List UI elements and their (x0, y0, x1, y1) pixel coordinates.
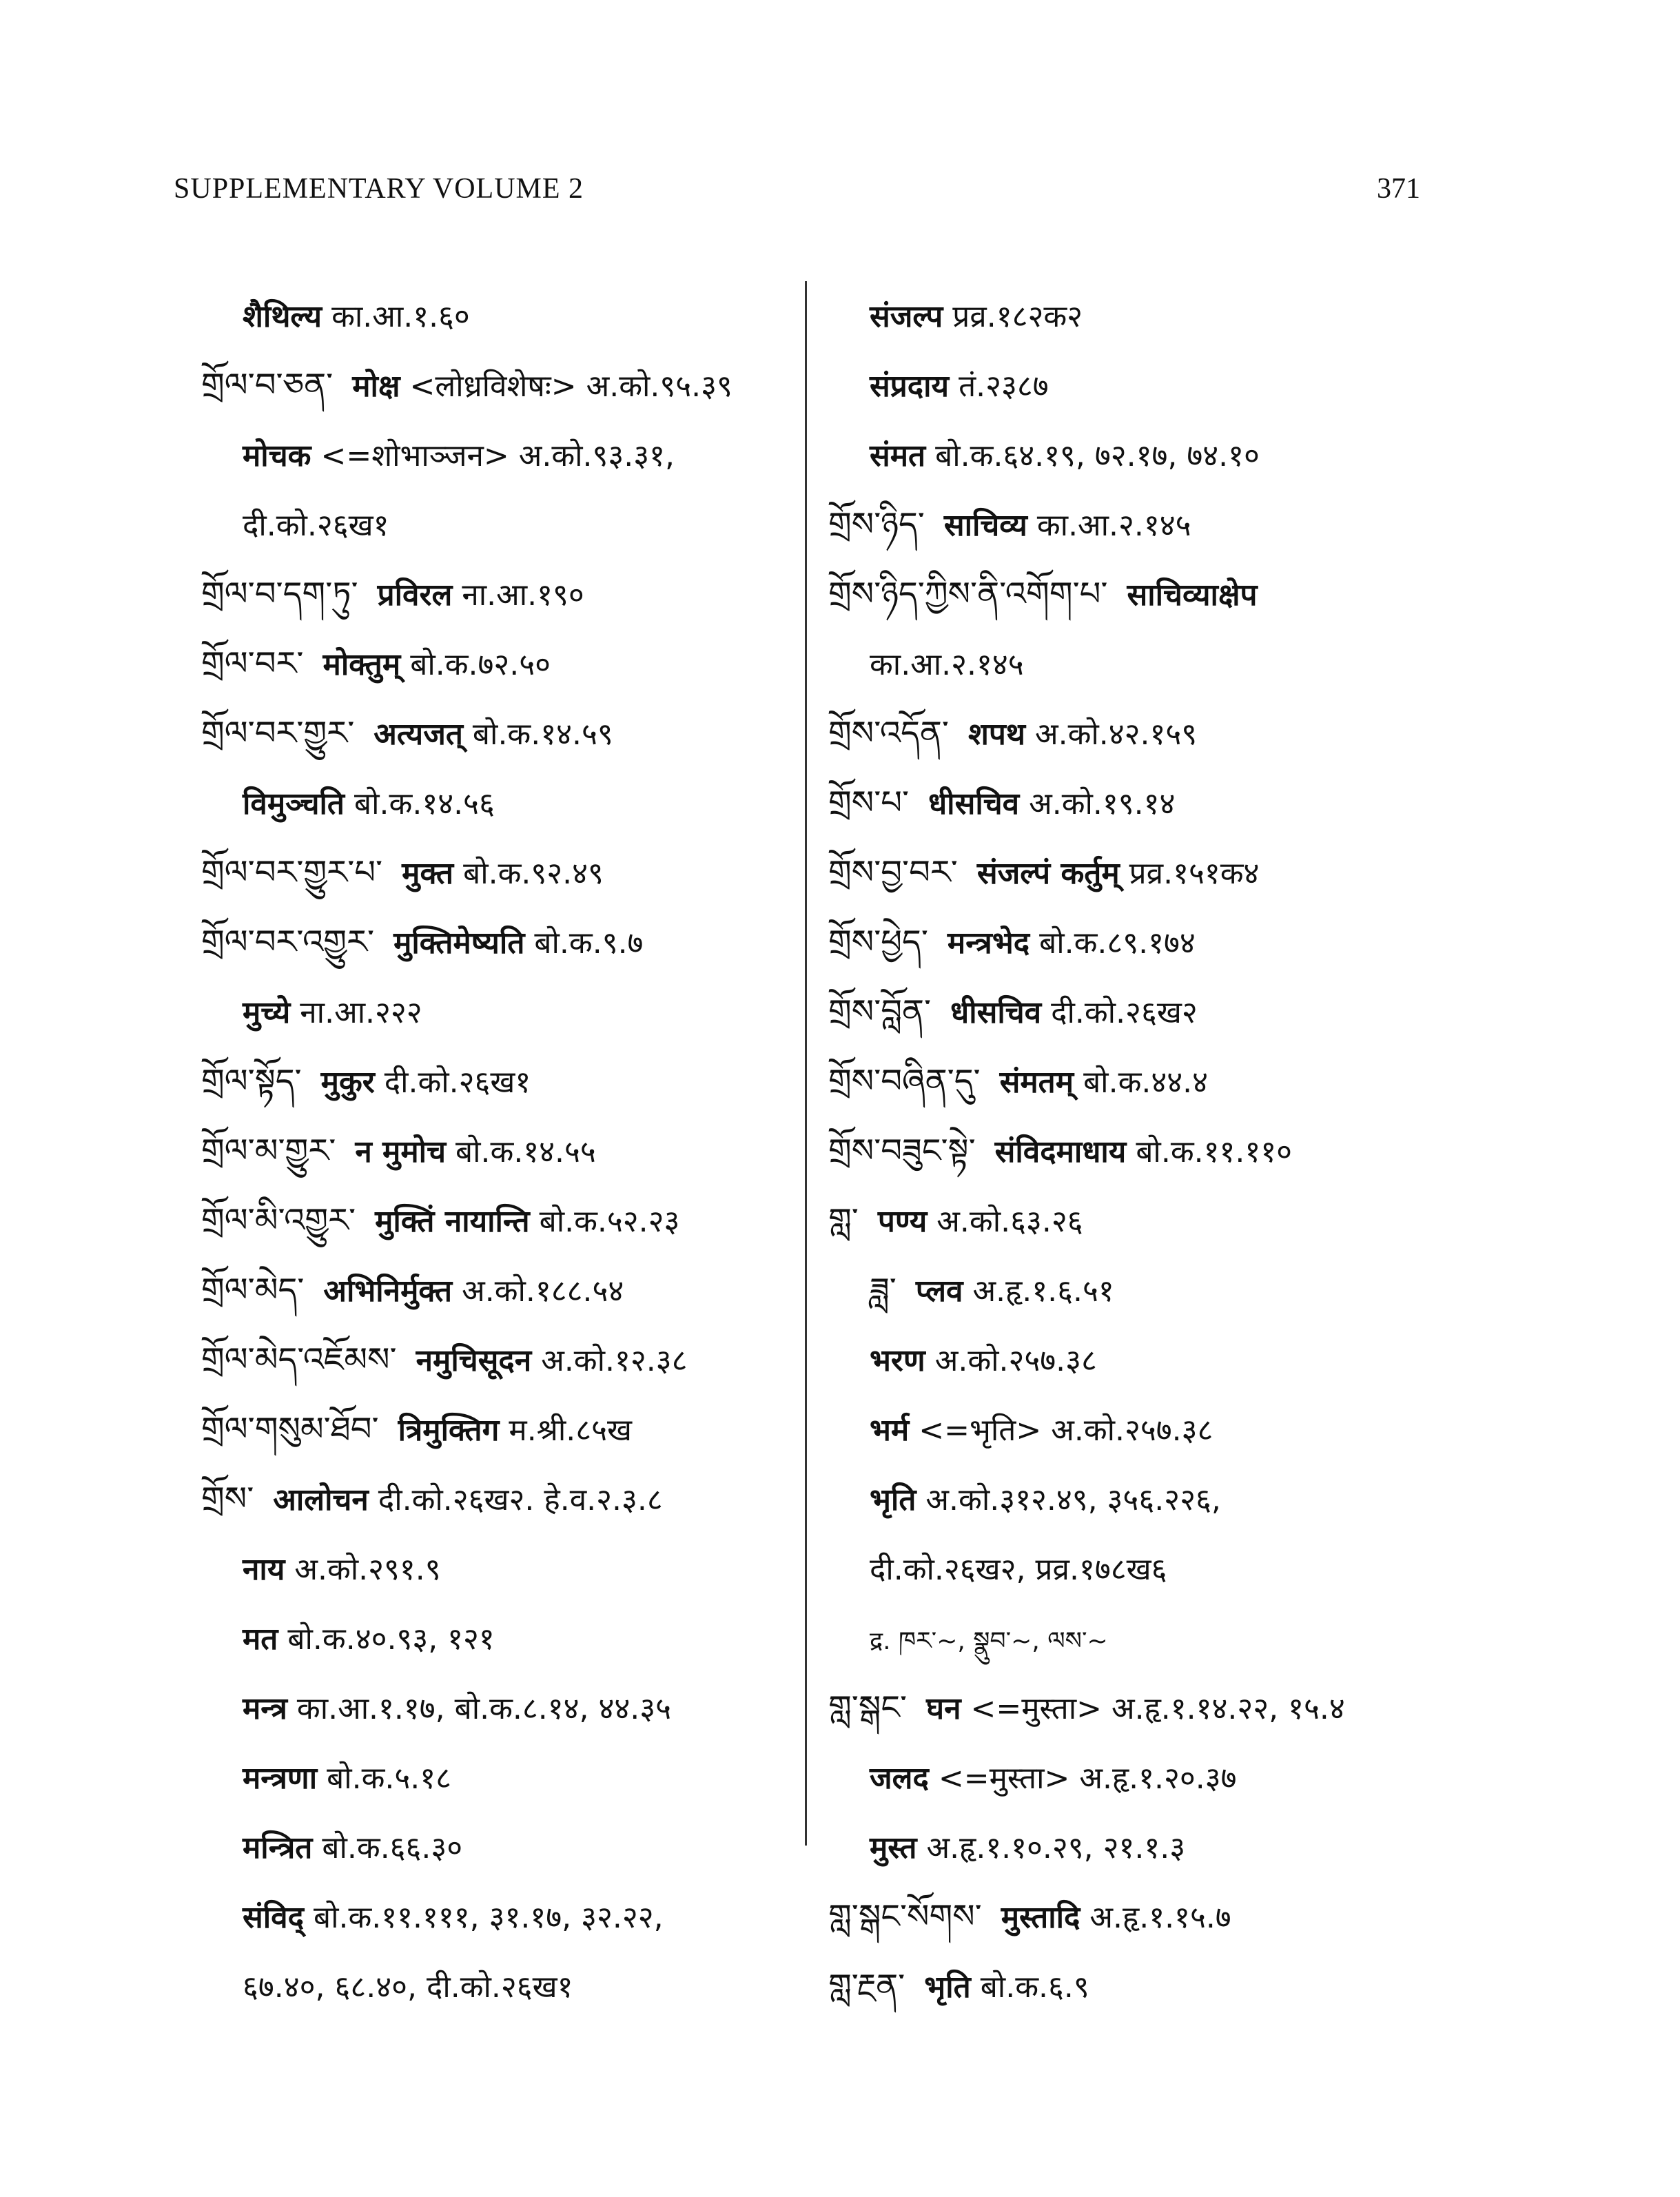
source-reference: अ.को.१८८.५४ (462, 1274, 624, 1309)
source-reference: बो.क.६.९ (980, 1970, 1089, 2005)
sanskrit-equivalent: मोक्तुम् (322, 647, 401, 682)
sanskrit-equivalent: संविदमाधाय (994, 1134, 1127, 1169)
sanskrit-equivalent: जलद (870, 1761, 929, 1796)
tibetan-headword: གྲོལ་གསུམ་ཐོབ་ (201, 1410, 379, 1449)
sanskrit-equivalent: मुस्त (870, 1830, 917, 1866)
sanskrit-equivalent: साचिव्य (943, 508, 1027, 543)
source-reference: बो.क.१४.५९ (472, 717, 613, 752)
tibetan-headword: གྲོས་ཕྱེད་ (828, 923, 928, 961)
sanskrit-equivalent: शैथिल्य (243, 299, 322, 334)
dictionary-entry-line (201, 1952, 794, 2021)
sanskrit-equivalent: प्रविरल (377, 578, 453, 613)
sanskrit-equivalent: भृति (924, 1970, 971, 2005)
source-reference: <=मुस्ता> अ.हृ.१.१४.२२, १५.४ (970, 1691, 1345, 1726)
source-reference: बो.क.९२.४९ (463, 856, 604, 891)
left-column (201, 281, 794, 2021)
dictionary-entry-line (828, 1047, 1517, 1116)
dictionary-entry-line (201, 1604, 794, 1673)
dictionary-entry-line (828, 1604, 1517, 1673)
dictionary-entry-line (201, 1673, 794, 1743)
source-reference: अ.को.४२.१५९ (1035, 717, 1198, 752)
source-reference: बो.क.६६.३० (322, 1830, 463, 1866)
source-reference: द्र. ཁར་~, སྣུབ་~, ལས་~ (870, 1627, 1108, 1655)
tibetan-headword: གྲོས་པ་ (828, 784, 910, 822)
tibetan-headword: གླ་སྒང་སོགས་ (828, 1897, 982, 1936)
dictionary-entry-line (201, 977, 794, 1047)
source-reference: बो.क.१४.५६ (354, 786, 495, 821)
source-reference: तं.२३८७ (959, 369, 1049, 404)
sanskrit-equivalent: शपथ (967, 717, 1025, 752)
tibetan-headword: གྲོལ་བར་གྱུར་ (201, 714, 355, 753)
tibetan-headword: གྲོལ་སྟོད་ (201, 1062, 302, 1101)
sanskrit-equivalent: त्रिमुक्तिग (398, 1413, 500, 1448)
source-reference: म.श्री.८५ख (509, 1413, 632, 1448)
source-reference: बो.क.६४.१९, ७२.१७, ७४.१० (935, 438, 1260, 473)
dictionary-entry-line (201, 420, 794, 490)
dictionary-entry-line (201, 699, 794, 768)
source-reference: <लोध्रविशेषः> अ.को.९५.३९ (409, 369, 733, 404)
source-reference: <=मुस्ता> अ.हृ.१.२०.३७ (938, 1761, 1237, 1796)
source-reference: ६७.४०, ६८.४०, दी.को.२६ख१ (243, 1970, 573, 2005)
source-reference: बो.क.७२.५० (410, 647, 551, 682)
sanskrit-equivalent: नाय (243, 1552, 285, 1587)
sanskrit-equivalent: मत (243, 1622, 278, 1657)
sanskrit-equivalent: पण्य (877, 1204, 928, 1239)
source-reference: ना.आ.२२२ (300, 995, 422, 1030)
sanskrit-equivalent: संविद् (243, 1900, 304, 1935)
tibetan-headword: གླ་སྒང་ (828, 1688, 908, 1727)
dictionary-entry-line (828, 1812, 1517, 1882)
sanskrit-equivalent: मुच्ये (243, 995, 291, 1030)
sanskrit-equivalent: भरण (870, 1343, 925, 1378)
tibetan-headword: གྲོས་བཞིན་དུ་ (828, 1062, 981, 1101)
tibetan-headword: གྲོལ་མ་གྱུར་ (201, 1132, 336, 1170)
sanskrit-equivalent: संमतम् (999, 1065, 1074, 1100)
source-reference: दी.को.२६ख२, प्रव्र.१७८ख६ (870, 1552, 1167, 1587)
tibetan-headword: གྲོལ་བར་ (201, 644, 304, 683)
source-reference: अ.को.१२.३८ (541, 1343, 688, 1378)
source-reference: अ.हृ.१.१०.२९, २१.१.३ (926, 1830, 1186, 1866)
sanskrit-equivalent: मुक्त (402, 856, 454, 891)
tibetan-headword: གྲོས་བློན་ (828, 992, 932, 1031)
dictionary-entry-line (201, 1186, 794, 1256)
dictionary-entry-line (828, 351, 1517, 420)
dictionary-entry-line (201, 1325, 794, 1395)
source-reference: दी.को.२६ख१ (384, 1065, 531, 1100)
source-reference: <=शोभाञ्जन> अ.को.९३.३१, (320, 438, 675, 473)
sanskrit-equivalent: विमुञ्चति (243, 786, 345, 821)
dictionary-entry-line (201, 838, 794, 908)
source-reference: का.आ.२.१४५ (1036, 508, 1191, 543)
source-reference: दी.को.२६ख२. हे.व.२.३.८ (378, 1482, 663, 1518)
tibetan-headword: གྲོལ་བ་དག་ཏུ་ (201, 575, 358, 613)
dictionary-entry-line (201, 281, 794, 351)
dictionary-entry-line (828, 560, 1517, 629)
sanskrit-equivalent: भर्म (870, 1413, 910, 1448)
source-reference: बो.क.४०.९३, १२१ (287, 1622, 495, 1657)
dictionary-entry-line (828, 1325, 1517, 1395)
source-reference: अ.को.१९.१४ (1029, 786, 1176, 821)
source-reference: बो.क.९.७ (534, 926, 644, 961)
tibetan-headword: གྲོལ་མེད་འཇོམས་ (201, 1340, 397, 1379)
dictionary-entry-line (828, 908, 1517, 977)
dictionary-entry-line (828, 420, 1517, 490)
dictionary-entry-line (828, 768, 1517, 838)
sanskrit-equivalent: संजल्प (870, 299, 943, 334)
tibetan-headword: གླ་ (828, 1201, 859, 1240)
tibetan-headword: གྲོལ་བར་འགྱུར་ (201, 923, 375, 961)
tibetan-headword: གྲོས་ (201, 1480, 254, 1518)
sanskrit-equivalent: धीसचिव (928, 786, 1020, 821)
dictionary-entry-line (201, 629, 794, 699)
dictionary-entry-line (828, 1952, 1517, 2021)
source-reference: का.आ.१.१७, बो.क.८.१४, ४४.३५ (296, 1691, 672, 1726)
running-header: SUPPLEMENTARY VOLUME 2 (174, 173, 584, 205)
dictionary-entry-line (201, 1047, 794, 1116)
dictionary-entry-line (828, 1186, 1517, 1256)
source-reference: अ.को.६३.२६ (936, 1204, 1083, 1239)
sanskrit-equivalent: प्लव (915, 1274, 963, 1309)
source-reference: अ.हृ.१.१५.७ (1089, 1900, 1231, 1935)
tibetan-headword: གྲོལ་བ་ཅན་ (201, 366, 334, 405)
dictionary-entry-line (201, 1743, 794, 1812)
source-reference: <=भृति> अ.को.२५७.३८ (919, 1413, 1213, 1448)
dictionary-entry-line (828, 281, 1517, 351)
source-reference: का.आ.२.१४५ (870, 647, 1024, 682)
sanskrit-equivalent: मुस्तादि (1001, 1900, 1080, 1935)
source-reference: बो.क.११.११० (1136, 1134, 1292, 1169)
sanskrit-equivalent: मन्त्र (243, 1691, 287, 1726)
dictionary-entry-line (201, 1534, 794, 1604)
dictionary-entry-line (828, 1743, 1517, 1812)
tibetan-headword: གྲོས་འདོན་ (828, 714, 949, 753)
source-reference: बो.क.८९.१७४ (1039, 926, 1196, 961)
sanskrit-equivalent: संमत (870, 438, 926, 473)
source-reference: बो.क.५.१८ (327, 1761, 452, 1796)
tibetan-headword: གྲོས་ཉིད་ཀྱིས་ནི་འགོག་པ་ (828, 575, 1108, 613)
source-reference: दी.को.२६ख२ (1051, 995, 1198, 1030)
sanskrit-equivalent: भृति (870, 1482, 916, 1518)
dictionary-entry-line (201, 908, 794, 977)
dictionary-entry-line (201, 560, 794, 629)
page-number: 371 (1377, 173, 1420, 205)
dictionary-entry-line (201, 768, 794, 838)
dictionary-entry-line (201, 1395, 794, 1464)
dictionary-entry-line (828, 1256, 1517, 1325)
sanskrit-equivalent: संजल्पं कर्तुम् (976, 856, 1120, 891)
dictionary-entry-line (828, 1882, 1517, 1952)
sanskrit-equivalent: अत्यजत् (373, 717, 463, 752)
dictionary-entry-line (201, 490, 794, 560)
dictionary-entry-line (828, 490, 1517, 560)
tibetan-headword: གྲོས་བྱ་བར་ (828, 853, 958, 892)
column-divider (805, 281, 807, 1846)
sanskrit-equivalent: मोक्ष (352, 369, 400, 404)
tibetan-headword: གྲོས་ཉིད་ (828, 505, 925, 544)
sanskrit-equivalent: धीसचिव (950, 995, 1042, 1030)
dictionary-entry-line (828, 1116, 1517, 1186)
sanskrit-equivalent: मोचक (243, 438, 311, 473)
source-reference: अ.को.३१२.४९, ३५६.२२६, (925, 1482, 1221, 1518)
source-reference: बो.क.११.१११, ३१.१७, ३२.२२, (313, 1900, 664, 1935)
source-reference: अ.हृ.१.६.५१ (972, 1274, 1114, 1309)
dictionary-entry-line (828, 838, 1517, 908)
sanskrit-equivalent: मुक्तिमेष्यति (393, 926, 525, 961)
sanskrit-equivalent: मुक्तिं नायान्ति (375, 1204, 530, 1239)
sanskrit-equivalent: घन (926, 1691, 961, 1726)
source-reference: प्रव्र.१५१क४ (1129, 856, 1260, 891)
source-reference: दी.को.२६ख१ (243, 508, 389, 543)
tibetan-headword: གྲོལ་མེད་ (201, 1271, 305, 1309)
dictionary-entry-line (828, 699, 1517, 768)
sanskrit-equivalent: न मुमोच (355, 1134, 447, 1169)
source-reference: बो.क.१४.५५ (455, 1134, 596, 1169)
sanskrit-equivalent: साचिव्याक्षेप (1127, 578, 1258, 613)
dictionary-entry-line (201, 351, 794, 420)
source-reference: ना.आ.१९० (462, 578, 584, 613)
tibetan-headword: གྲོལ་མི་འགྱུར་ (201, 1201, 356, 1240)
source-reference: बो.क.४४.४ (1083, 1065, 1208, 1100)
dictionary-entry-line (828, 629, 1517, 699)
tibetan-headword: གྲོལ་བར་གྱུར་པ་ (201, 853, 383, 892)
sanskrit-equivalent: मुकुर (320, 1065, 375, 1100)
dictionary-entry-line (201, 1256, 794, 1325)
sanskrit-equivalent: आलोचन (273, 1482, 369, 1518)
dictionary-entry-line (828, 1673, 1517, 1743)
sanskrit-equivalent: संप्रदाय (870, 369, 950, 404)
dictionary-entry-line (201, 1812, 794, 1882)
source-reference: प्रव्र.१८२क२ (952, 299, 1083, 334)
source-reference: अ.को.२९१.९ (294, 1552, 441, 1587)
source-reference: का.आ.१.६० (331, 299, 470, 334)
dictionary-entry-line (828, 1395, 1517, 1464)
right-column (828, 281, 1517, 2021)
source-reference: अ.को.२५७.३८ (934, 1343, 1097, 1378)
dictionary-entry-line (828, 1464, 1517, 1534)
sanskrit-equivalent: नमुचिसूदन (416, 1343, 532, 1378)
tibetan-headword: གྲོས་བཟུང་སྟེ་ (828, 1132, 976, 1170)
sanskrit-equivalent: मन्त्रभेद (947, 926, 1030, 961)
source-reference: बो.क.५२.२३ (539, 1204, 680, 1239)
sanskrit-equivalent: मन्त्रणा (243, 1761, 318, 1796)
tibetan-headword: གླ་རྔན་ (828, 1967, 905, 2005)
dictionary-entry-line (201, 1116, 794, 1186)
sanskrit-equivalent: अभिनिर्मुक्त (323, 1274, 453, 1309)
dictionary-entry-line (828, 1534, 1517, 1604)
dictionary-entry-line (828, 977, 1517, 1047)
tibetan-headword: ཟླ་ (870, 1271, 897, 1309)
dictionary-entry-line (201, 1882, 794, 1952)
sanskrit-equivalent: मन्त्रित (243, 1830, 313, 1866)
dictionary-entry-line (201, 1464, 794, 1534)
